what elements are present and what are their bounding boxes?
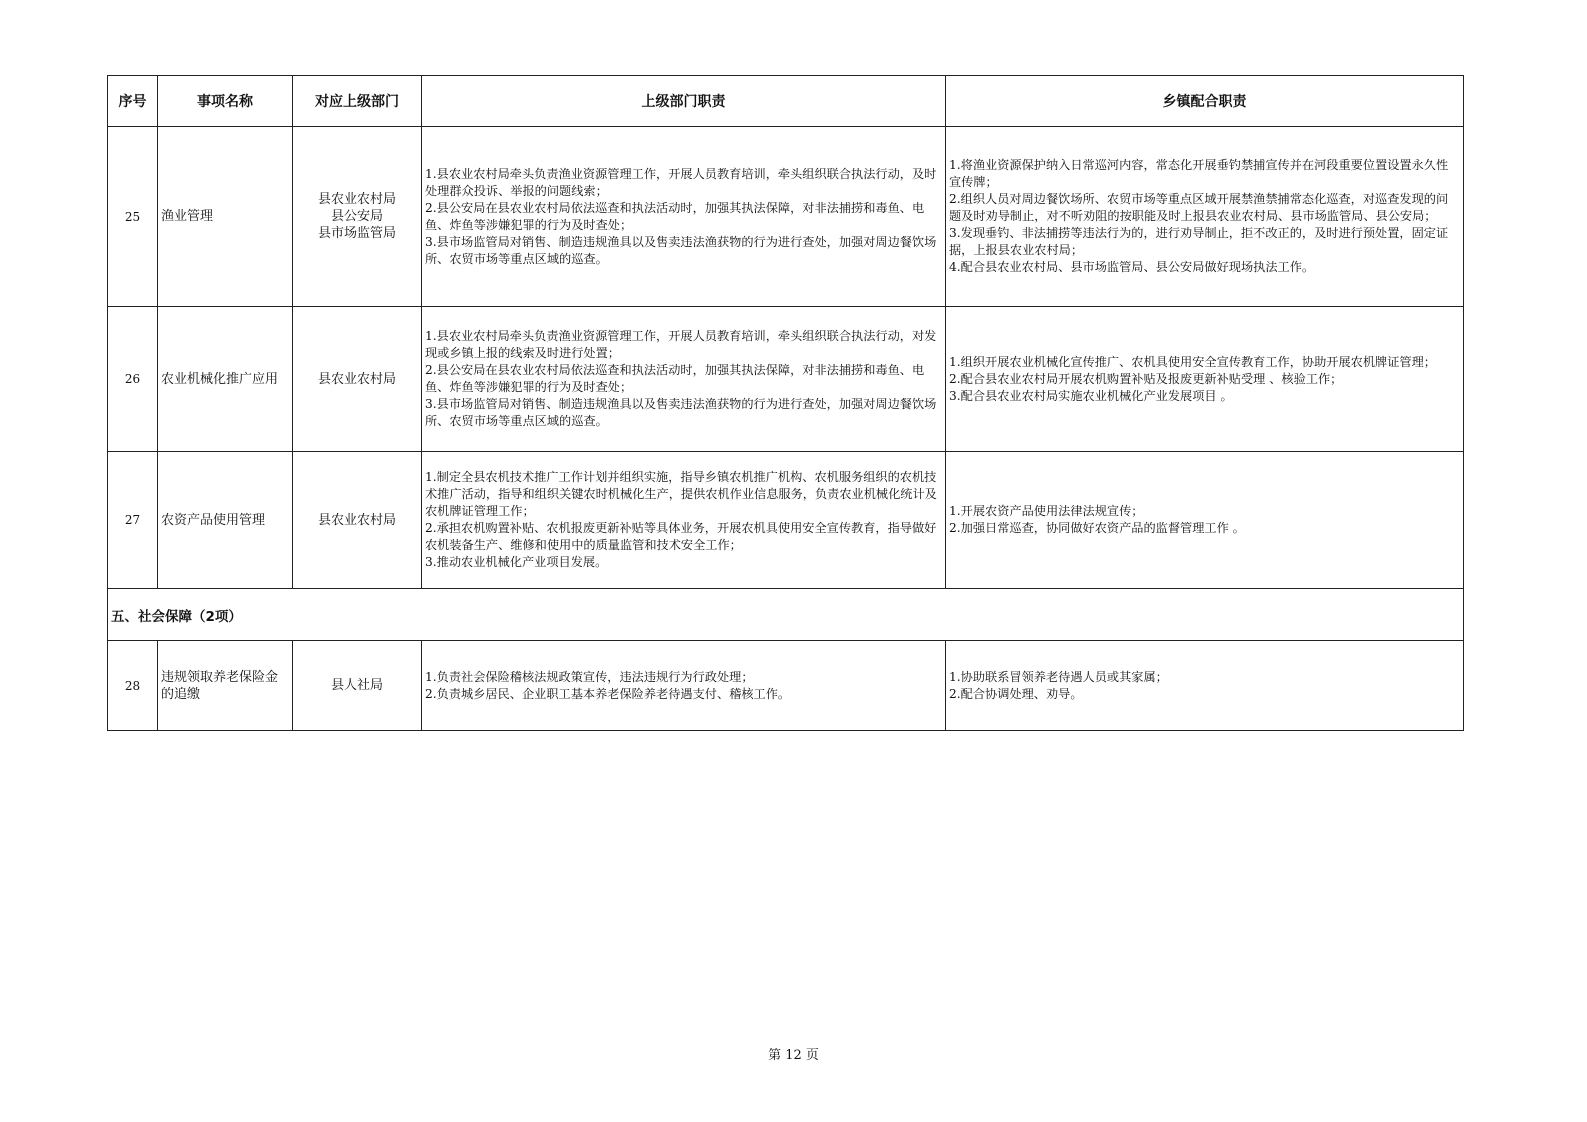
table-row xyxy=(108,307,1464,452)
dept-cell xyxy=(293,641,422,731)
dept-name: 县人社局 xyxy=(330,678,383,693)
duty-line: 1.县农业农村局牵头负责渔业资源管理工作，开展人员教育培训，牵头组织联合执法行动，及时处理群众投诉、举报的问题线索； xyxy=(425,166,937,198)
upper-duty-cell xyxy=(422,452,946,589)
duty-line: 3.县市场监管局对销售、制造违规渔具以及售卖违法渔获物的行为进行查处，加强对周边餐饮场所、农贸市场等重点区域的巡查。 xyxy=(425,234,937,266)
section-title: 五、社会保障（2项） xyxy=(108,589,1464,641)
page-number: 第 12 页 xyxy=(768,1048,819,1063)
dept-name: 县农业农村局 xyxy=(317,512,396,528)
duty-line: 2.负责城乡居民、企业职工基本养老保险养老待遇支付、稽核工作。 xyxy=(425,686,791,701)
item-name: 违规领取养老保险金的追缴 xyxy=(158,641,293,731)
header-row xyxy=(108,76,1464,127)
header-upper-duty: 上级部门职责 xyxy=(422,76,946,127)
header-town-duty: 乡镇配合职责 xyxy=(946,76,1464,127)
row-number: 26 xyxy=(108,307,158,452)
row-number: 25 xyxy=(108,127,158,307)
duty-line: 1.将渔业资源保护纳入日常巡河内容，常态化开展垂钓禁捕宣传并在河段重要位置设置永久性宣传牌； xyxy=(949,158,1449,189)
header-item: 事项名称 xyxy=(158,76,293,127)
upper-duty-cell xyxy=(422,307,946,452)
duty-line: 2.县公安局在县农业农村局依法巡查和执法活动时，加强其执法保障，对非法捕捞和毒鱼、电鱼、炸鱼等涉嫌犯罪的行为及时查处； xyxy=(425,200,925,232)
dept-cell xyxy=(293,307,422,452)
town-duty-cell xyxy=(946,452,1464,589)
responsibility-table xyxy=(107,75,1464,731)
upper-duty-cell xyxy=(422,127,946,307)
duty-line: 2.承担农机购置补贴、农机报废更新补贴等具体业务，开展农机具使用安全宣传教育，指导做好农机装备生产、维修和使用中的质量监管和技术安全工作； xyxy=(425,521,937,552)
duty-line: 3.发现垂钓、非法捕捞等违法行为的，进行劝导制止，拒不改正的，及时进行预处置，固定证据，上报县农业农村局； xyxy=(949,226,1449,257)
duty-line: 1.组织开展农业机械化宣传推广、农机具使用安全宣传教育工作，协助开展农机牌证管理； xyxy=(949,354,1436,369)
table-row xyxy=(108,452,1464,589)
duty-line: 1.负责社会保险稽核法规政策宣传，违法违规行为行政处理； xyxy=(425,669,754,684)
dept-name: 县公安局 xyxy=(330,209,383,224)
duty-line: 2.县公安局在县农业农村局依法巡查和执法活动时，加强其执法保障，对非法捕捞和毒鱼、电鱼、炸鱼等涉嫌犯罪的行为及时查处； xyxy=(425,363,925,394)
town-duty-cell xyxy=(946,641,1464,731)
town-duty-cell xyxy=(946,127,1464,307)
dept-name: 县农业农村局 xyxy=(317,192,396,207)
item-name: 农业机械化推广应用 xyxy=(158,307,293,452)
duty-line: 1.开展农资产品使用法律法规宣传； xyxy=(949,504,1144,518)
row-number: 28 xyxy=(108,641,158,731)
dept-name: 县农业农村局 xyxy=(317,371,396,387)
dept-cell xyxy=(293,127,422,307)
item-name: 农资产品使用管理 xyxy=(158,452,293,589)
duty-line: 1.制定全县农机技术推广工作计划并组织实施，指导乡镇农机推广机构、农机服务组织的农机技术推广活动，指导和组织关键农时机械化生产，提供农机作业信息服务，负责农业机械化统计及农机牌证管理工作； xyxy=(425,470,937,518)
duty-line: 4.配合县农业农村局、县市场监管局、县公安局做好现场执法工作。 xyxy=(949,260,1315,274)
duty-line: 3.推动农业机械化产业项目发展。 xyxy=(425,555,608,569)
town-duty-cell xyxy=(946,307,1464,452)
upper-duty-cell xyxy=(422,641,946,731)
table-row xyxy=(108,127,1464,307)
header-seq: 序号 xyxy=(108,76,158,127)
duty-line: 1.协助联系冒领养老待遇人员或其家属； xyxy=(949,669,1168,684)
dept-cell xyxy=(293,452,422,589)
duty-line: 1.县农业农村局牵头负责渔业资源管理工作，开展人员教育培训，牵头组织联合执法行动，对发现或乡镇上报的线索及时进行处置； xyxy=(425,329,937,360)
table-row xyxy=(108,641,1464,731)
duty-line: 2.组织人员对周边餐饮场所、农贸市场等重点区域开展禁渔禁捕常态化巡查，对巡查发现的问题及时劝导制止，对不听劝阻的按职能及时上报县农业农村局、县市场监管局、县公安局； xyxy=(949,192,1449,223)
dept-name: 县市场监管局 xyxy=(317,226,396,241)
row-number: 27 xyxy=(108,452,158,589)
duty-line: 2.配合协调处理、劝导。 xyxy=(949,686,1083,701)
item-name: 渔业管理 xyxy=(158,127,293,307)
header-dept: 对应上级部门 xyxy=(293,76,422,127)
duty-line: 3.配合县农业农村局实施农业机械化产业发展项目 。 xyxy=(949,388,1233,403)
duty-line: 2.加强日常巡查，协同做好农资产品的监督管理工作 。 xyxy=(949,521,1245,535)
duty-line: 2.配合县农业农村局开展农机购置补贴及报废更新补贴受理 、核验工作； xyxy=(949,371,1343,386)
duty-line: 3.县市场监管局对销售、制造违规渔具以及售卖违法渔获物的行为进行查处，加强对周边餐饮场所、农贸市场等重点区域的巡查。 xyxy=(425,397,937,428)
section-row xyxy=(108,589,1464,641)
